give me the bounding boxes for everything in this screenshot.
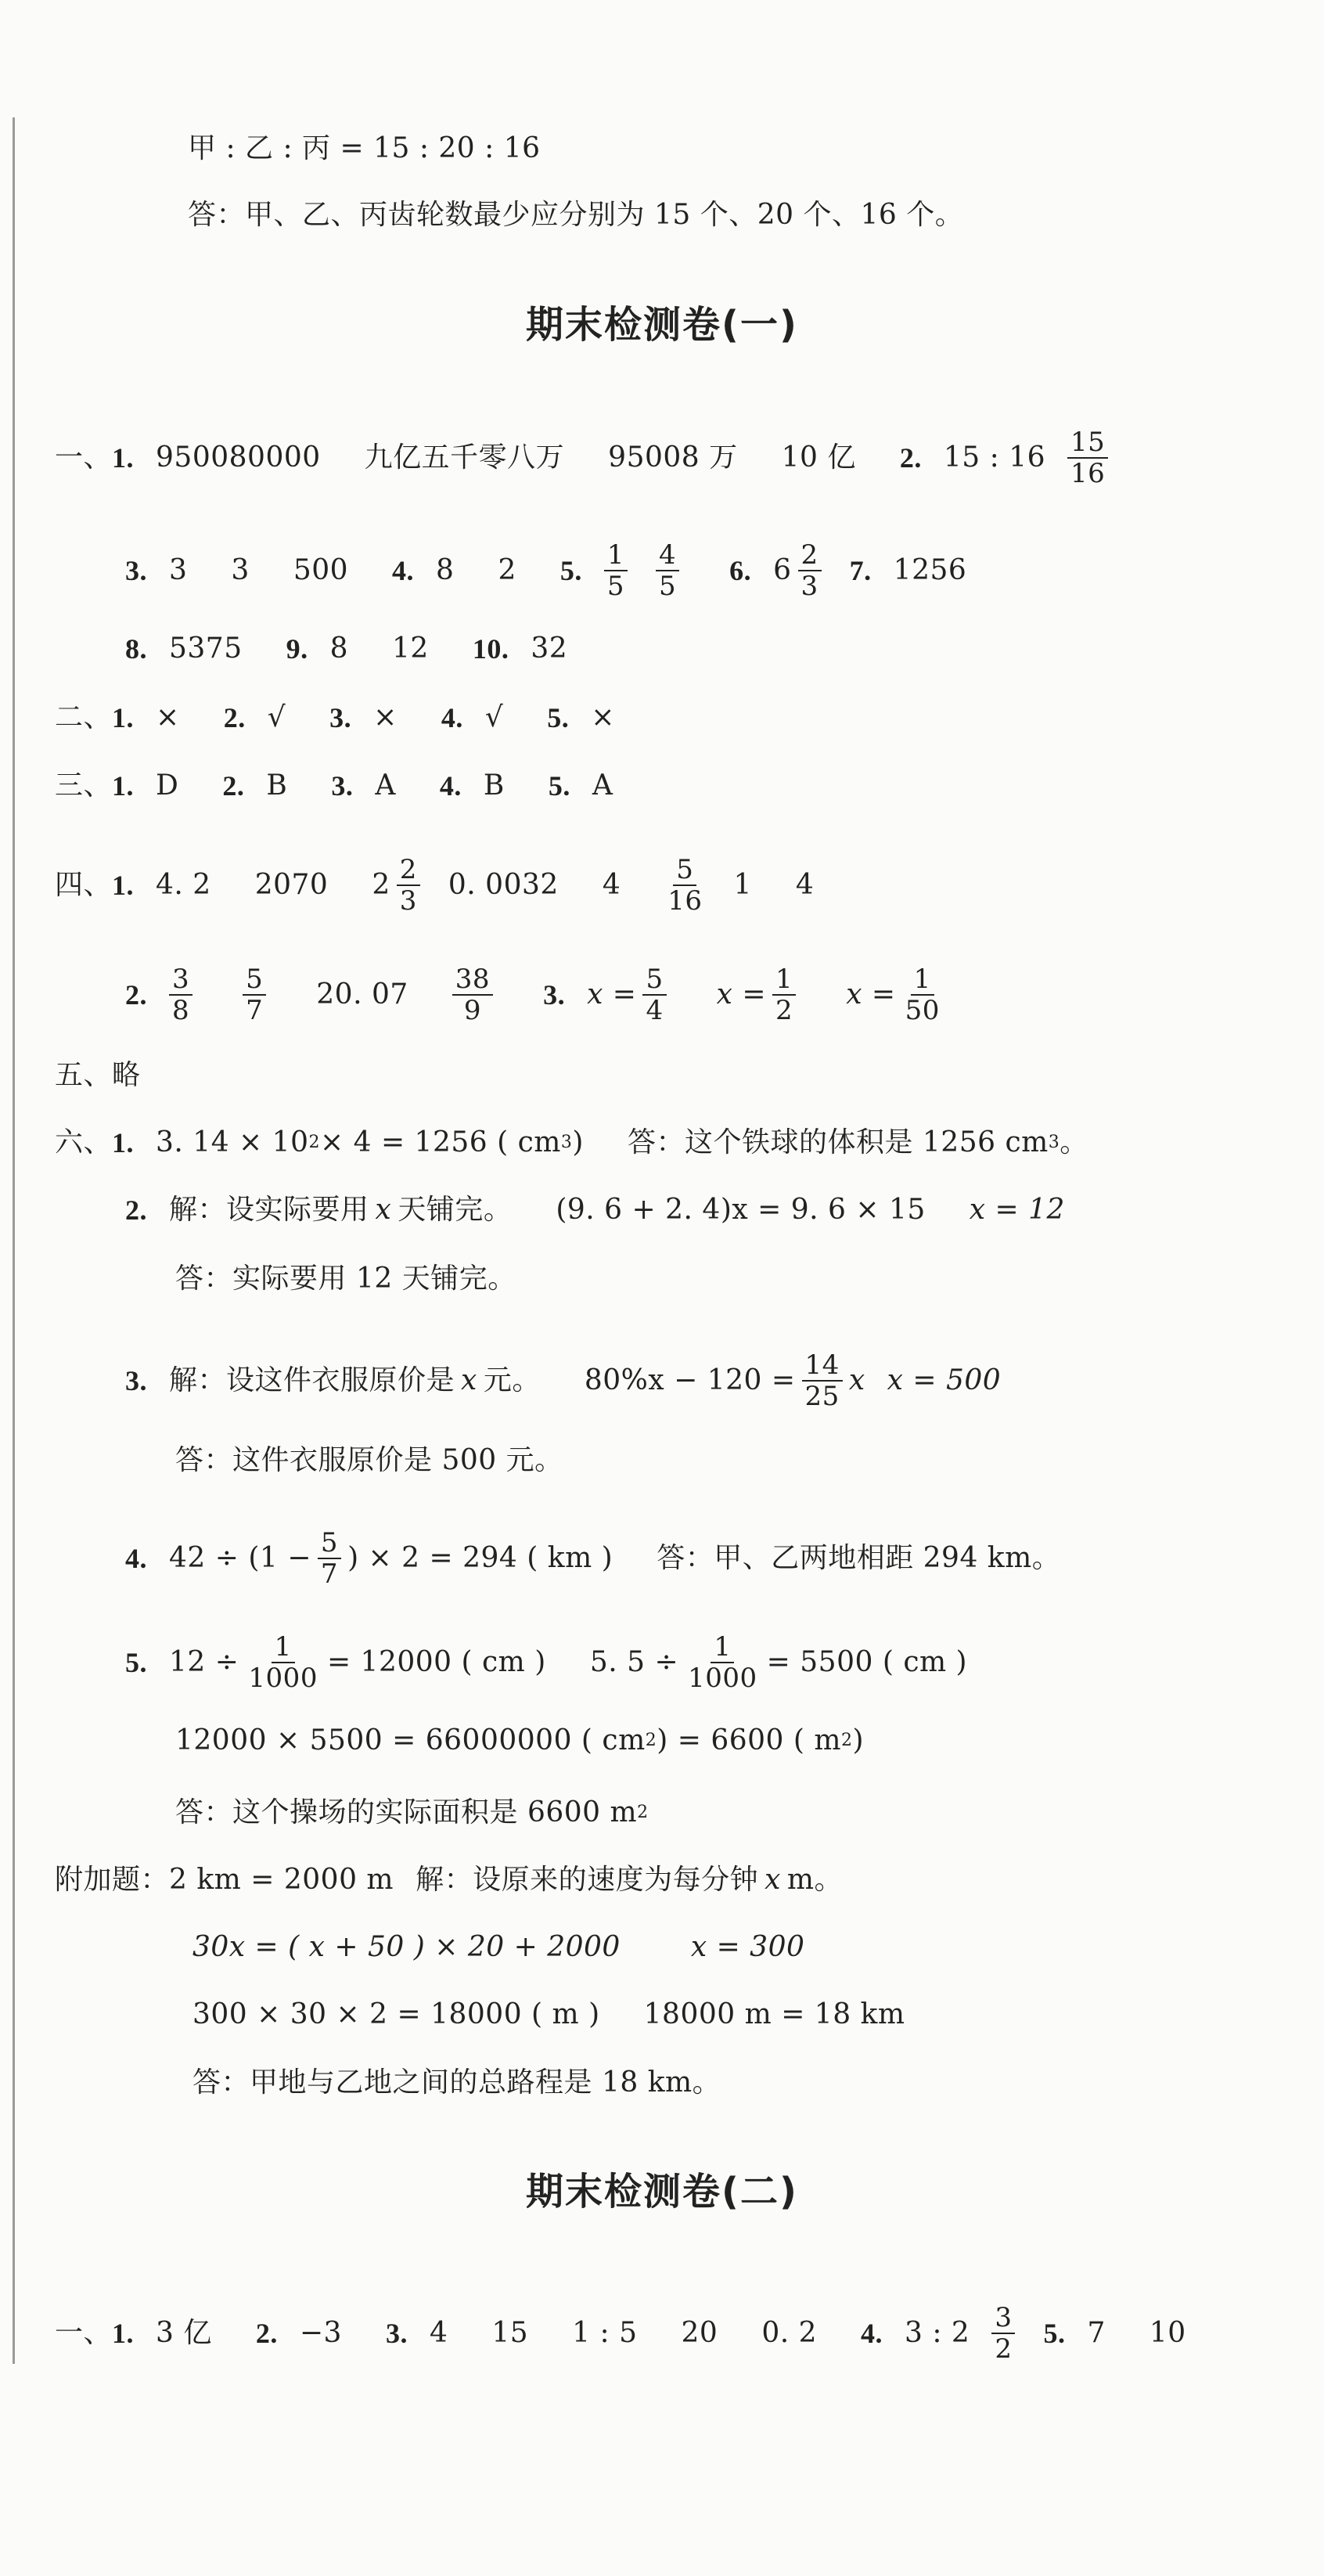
- fraction: $\frac{38}{9}$: [452, 964, 493, 1025]
- prev-ratio: 甲 : 乙 : 丙 = 15 : 20 : 16: [188, 132, 541, 164]
- exam2-title: 期末检测卷(二): [526, 2170, 798, 2214]
- exam1-s6-p4: 4. 42 ÷ (1 − $\frac{5}{7}$ ) × 2 = 294 ( km ) 答：甲、乙两地相距 294 km。: [125, 1527, 1061, 1590]
- exam1-title: 期末检测卷(一): [526, 303, 798, 347]
- page-margin-line: [13, 117, 15, 2364]
- exam1-s2: 二、 1. × 2. √ 3. × 4. √ 5. ×: [55, 701, 615, 733]
- fraction: $\frac{3}{8}$: [169, 964, 192, 1025]
- prev-answer: 答：甲、乙、丙齿轮数最少应分别为 15 个、20 个、16 个。: [188, 199, 964, 231]
- exam1-bonus-answer: 答：甲地与乙地之间的总路程是 18 km。: [192, 2066, 721, 2099]
- fraction: $\frac{1}{2}$: [772, 964, 796, 1025]
- exam1-s6-p5-answer: 答：这个操场的实际面积是 6600 m 2: [175, 1796, 649, 1828]
- fraction: $\frac{1}{50}$: [905, 964, 940, 1026]
- exam1-s6-p3: 3. 解：设这件衣服原价是 x 元。 80%x − 120 = $\frac{14}{25}$ x x = 500: [125, 1349, 1002, 1412]
- fraction: $\frac{2}{3}$: [397, 855, 420, 916]
- fraction: $\frac{14}{25}$: [802, 1350, 843, 1411]
- fraction: $\frac{2}{3}$: [798, 540, 822, 601]
- exam1-s6-p1: 六、 1. 3. 14 × 10 2 × 4 = 1256 ( cm 3 ) 答：这个铁球的体积是 1256 cm 3 。: [55, 1126, 1088, 1158]
- exam1-s6-p5: 5. 12 ÷ $\frac{1}{1000}$ = 12000 ( cm ) 5. 5 ÷ $\frac{1}{1000}$ = 5500 ( cm ): [125, 1631, 968, 1694]
- fraction: $\frac{5}{7}$: [318, 1528, 341, 1589]
- exam1-bonus-line1: 附加题： 2 km = 2000 m 解：设原来的速度为每分钟 x m。: [55, 1864, 844, 1896]
- exam1-s4-line1: 四、 1. 4. 2 2070 2 $\frac{2}{3}$ 0. 0032 4 $\frac{5}{16}$ 1 4: [55, 854, 815, 917]
- exam1-bonus-line3: 300 × 30 × 2 = 18000 ( m ) 18000 m = 18 km: [192, 1998, 905, 2030]
- exam1-s1-line1: 一、 1. 950080000 九亿五千零八万 95008 万 10 亿 2. 15 : 16 $\frac{15}{16}$: [55, 427, 1114, 488]
- fraction: $\frac{1}{5}$: [604, 540, 628, 601]
- exam1-s1-line2: 3. 3 3 500 4. 8 2 5. $\frac{1}{5}$ $\frac{4}{5}$ 6. 6 $\frac{2}{3}$ 7. 1256: [125, 539, 967, 602]
- fraction: $\frac{5}{7}$: [243, 964, 266, 1025]
- exam1-bonus-line2: 30x = ( x + 50 ) × 20 + 2000 x = 300: [192, 1931, 805, 1963]
- fraction: $\frac{5}{16}$: [667, 854, 703, 917]
- fraction: $\frac{1}{1000}$: [248, 1631, 318, 1694]
- fraction: $\frac{15}{16}$: [1067, 427, 1108, 488]
- exam1-s3: 三、 1. D 2. B 3. A 4. B 5. A: [55, 769, 613, 802]
- fraction: $\frac{3}{2}$: [991, 2303, 1015, 2364]
- fraction: $\frac{4}{5}$: [656, 540, 679, 601]
- exam1-s4-line2: 2. $\frac{3}{8}$ $\frac{5}{7}$ 20. 07 $\frac{38}{9}$ 3. x = $\frac{5}{4}$ x = $\frac{1}{2}$ x = $\frac{1}{50}$: [125, 964, 949, 1025]
- exam1-s6-p2: 2. 解：设实际要用 x 天铺完。 (9. 6 + 2. 4)x = 9. 6 × 15 x = 12: [125, 1194, 1065, 1226]
- fraction: $\frac{1}{1000}$: [688, 1631, 757, 1694]
- fraction: $\frac{5}{4}$: [642, 964, 666, 1025]
- exam2-s1-line1: 一、 1. 3 亿 2. −3 3. 4 15 1 : 5 20 0. 2 4. 3 : 2 $\frac{3}{2}$ 5. 7 10: [55, 2302, 1186, 2365]
- exam1-s5: 五、略: [55, 1059, 141, 1091]
- exam1-s1-line3: 8. 5375 9. 8 12 10. 32: [125, 632, 568, 665]
- exam1-s6-p2-answer: 答：实际要用 12 天铺完。: [175, 1263, 516, 1295]
- exam1-s6-p3-answer: 答：这件衣服原价是 500 元。: [175, 1444, 563, 1476]
- exam1-s6-p5-line2: 12000 × 5500 = 66000000 ( cm 2 ) = 6600 ( m 2 ): [175, 1724, 865, 1756]
